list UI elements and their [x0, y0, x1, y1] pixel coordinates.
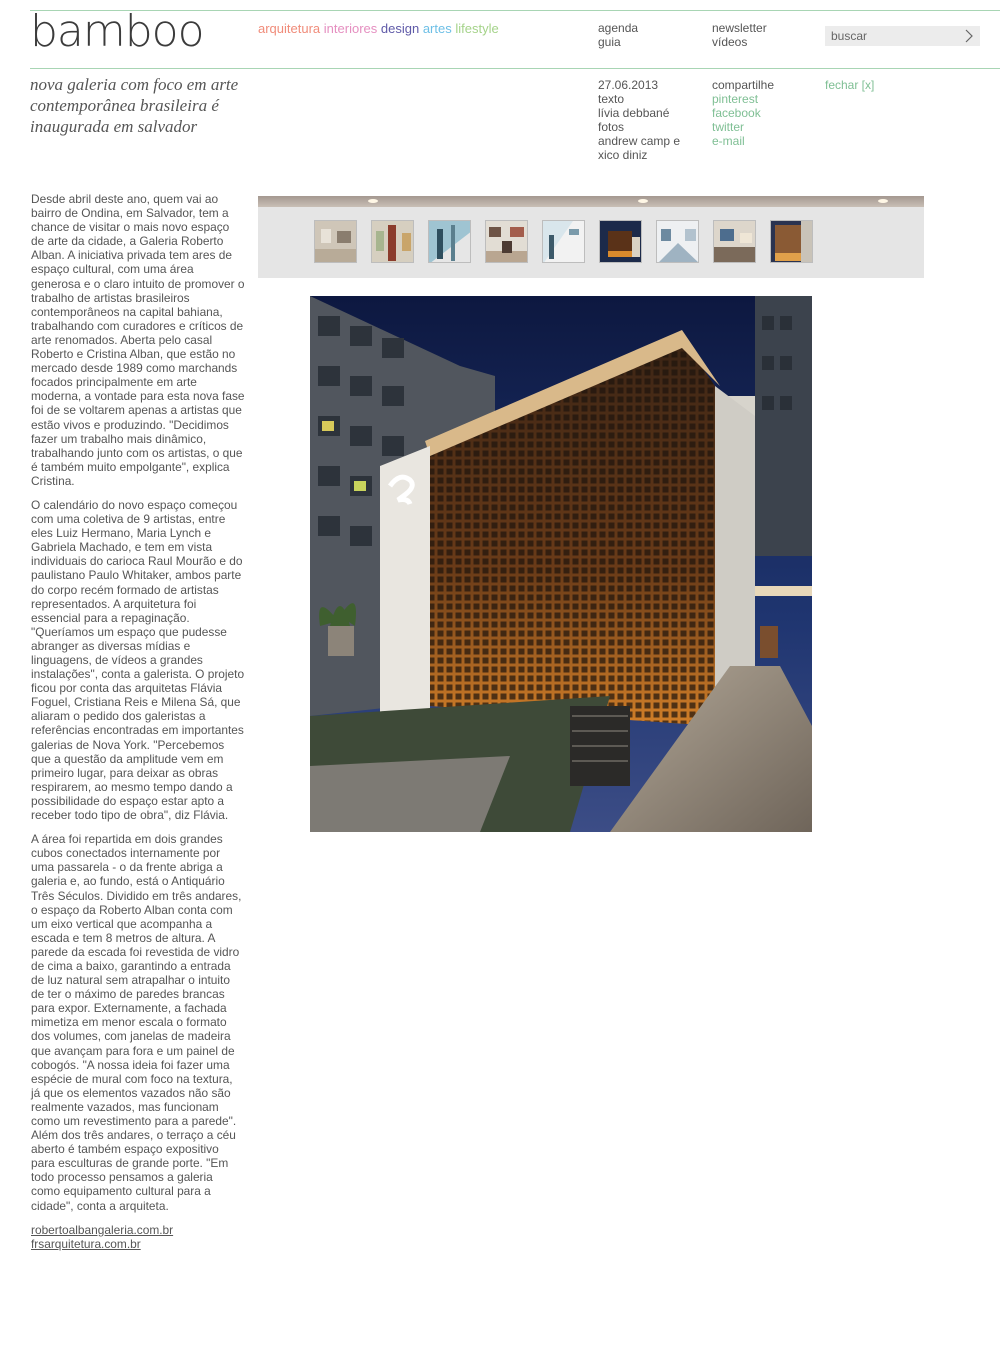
gallery-thumbnail-7[interactable]	[656, 220, 699, 263]
category-lifestyle[interactable]: lifestyle	[455, 21, 499, 36]
article-paragraph-3: A área foi repartida em dois grandes cubos conectados internamente por uma passarela - o da frente abriga a galeria e, ao fundo, está o Antiquário Três Séculos. Dividido em três andares, o espaço da Roberto Alban conta com um eixo vertical que acompanha a escada e tem 8 metros de altura. A parede da escada foi revestida de vidro de cima a baixo, garantindo a entrada de luz natural sem atrapalhar o intuito de ter o máximo de paredes brancas para expor. Externamente, a fachada mimetiza em menor escala o formato dos volumes, com janelas de madeira que avançam para fora e um painel de cobogós. "A nossa ideia foi fazer uma espécie de mural com foco na textura, já que os elementos vazados não são realmente vazados, mas funcionam como um revestimento para a parede". Além dos três andares, o terraço a céu aberto é também espaço expositivo para esculturas de grande porte. "Em todo processo pensamos a galeria como equipamento cultural para a cidade", conta a arquiteta.	[31, 832, 242, 1213]
article-meta	[598, 78, 698, 162]
nav-agenda[interactable]: agenda	[598, 21, 639, 35]
link-robertoalbangaleria[interactable]: robertoalbangaleria.com.br	[31, 1222, 174, 1237]
category-artes[interactable]: artes	[422, 21, 452, 36]
share-pinterest[interactable]: pinterest	[712, 92, 759, 106]
search-box	[825, 26, 980, 46]
gallery-thumbnail-6[interactable]	[599, 220, 642, 263]
gallery-thumbnail-2[interactable]	[371, 220, 414, 263]
share-facebook[interactable]: facebook	[712, 106, 761, 120]
nav-guia[interactable]: guia	[598, 35, 621, 49]
main-gallery-photo	[310, 296, 812, 832]
site-logo[interactable]: bamboo	[30, 6, 204, 57]
nav-column-2	[712, 21, 767, 49]
search-input[interactable]	[831, 29, 959, 43]
category-interiores[interactable]: interiores	[323, 21, 378, 36]
gallery-thumbnail-3[interactable]	[428, 220, 471, 263]
link-frsarquitetura[interactable]: frsarquitetura.com.br	[31, 1236, 141, 1251]
share-twitter[interactable]: twitter	[712, 120, 745, 134]
chevron-right-icon[interactable]	[963, 29, 975, 43]
share-label: compartilhe	[712, 78, 775, 92]
nav-newsletter[interactable]: newsletter	[712, 21, 767, 35]
close-button[interactable]: fechar [x]	[825, 78, 875, 92]
texto-label: texto	[598, 92, 625, 106]
gallery-thumbnail-8[interactable]	[713, 220, 756, 263]
strip-decoration	[258, 196, 924, 207]
gallery-thumbnail-9[interactable]	[770, 220, 813, 263]
gallery-building-illustration	[310, 296, 812, 832]
category-arquitetura[interactable]: arquitetura	[258, 21, 321, 36]
photographer-names: andrew camp e xico diniz	[598, 134, 681, 162]
category-nav	[258, 21, 499, 37]
category-design[interactable]: design	[380, 21, 420, 36]
share-email[interactable]: e-mail	[712, 134, 745, 148]
article-title: nova galeria com foco em arte contemporânea brasileira é inaugurada em salvador	[30, 75, 239, 136]
gallery-thumbnail-strip	[258, 196, 924, 278]
author-name: lívia debbané	[598, 106, 670, 120]
nav-column-1	[598, 21, 638, 49]
article-paragraph-2: O calendário do novo espaço começou com uma coletiva de 9 artistas, entre eles Luiz Hermano, Maria Lynch e Gabriela Machado, e tem em vista individuais do carioca Raul Mourão e do paulistano Paulo Whitaker, ambos parte do corpo recém formado de artistas representados. A arquitetura foi essencial para a repaginação. "Queríamos um espaço que pudesse abranger as diversas mídias e linguagens, de vídeos a grandes instalações", conta a galerista. O projeto ficou por conta das arquitetas Flávia Foguel, Cristiana Reis e Milena Sá, que aliaram o pedido dos galeristas a referências encontradas em importantes galerias de Nova York. "Percebemos que a questão da amplitude vem em primeiro lugar, para deixar as obras respirarem, ao mesmo tempo dando a possibilidade do espaço estar apto a receber todo tipo de obra", diz Flávia.	[31, 497, 245, 823]
gallery-thumbnail-4[interactable]	[485, 220, 528, 263]
share-links	[712, 78, 774, 148]
article-paragraph-1: Desde abril deste ano, quem vai ao bairro de Ondina, em Salvador, tem a chance de visitar o mais novo espaço de arte da cidade, a Galeria Roberto Alban. A iniciativa privada tem ares de espaço cultural, com uma área generosa e o claro intuito de promover o trabalho de artistas brasileiros contemporâneos na capital bahiana, trabalhando com curadores e críticos de arte renomados. Aberta pelo casal Roberto e Cristina Alban, que estão no mercado desde 1989 como marchands focados principalmente em arte moderna, a vontade para esta nova fase foi de se voltarem apenas a artistas que estão vivos e produzindo. "Decidimos fazer um trabalho mais dinâmico, trabalhando junto com os artistas, o que é também muito empolgante", explica Cristina.	[31, 192, 245, 488]
header-bottom-rule	[30, 68, 1000, 69]
article-date: 27.06.2013	[598, 78, 659, 92]
article-body	[31, 192, 245, 1251]
nav-videos[interactable]: vídeos	[712, 35, 748, 49]
fotos-label: fotos	[598, 120, 625, 134]
gallery-thumbnail-1[interactable]	[314, 220, 357, 263]
gallery-thumbnail-5[interactable]	[542, 220, 585, 263]
